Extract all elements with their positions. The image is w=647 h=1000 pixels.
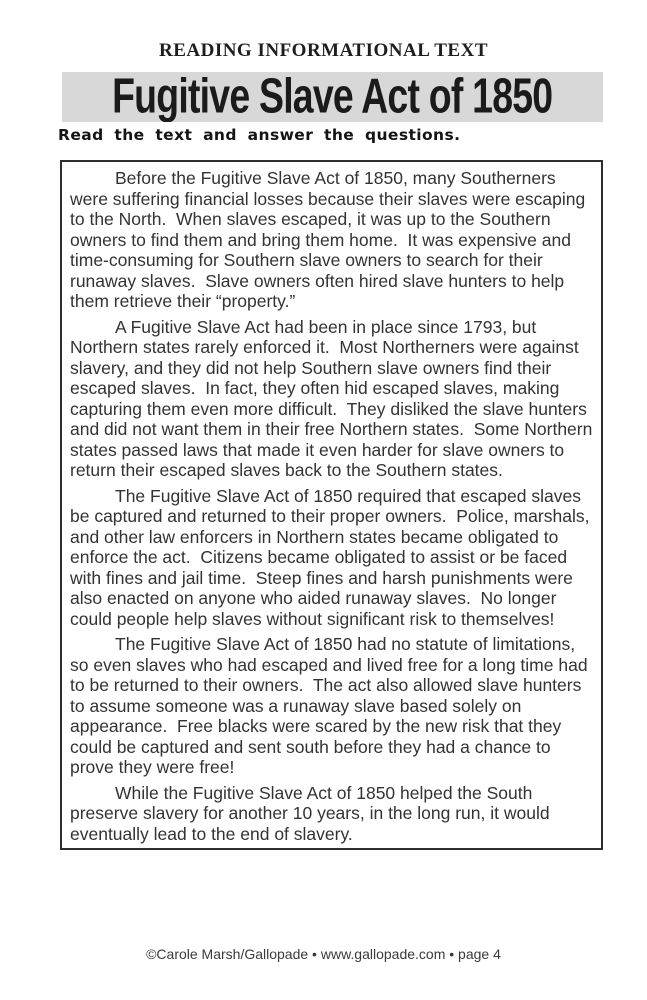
- article-box: [60, 160, 603, 850]
- title-banner: [62, 72, 603, 122]
- article-paragraph: While the Fugitive Slave Act of 1850 helped the South preserve slavery for another 10 years, in the long run, it would eventually lead to the end of slavery.: [70, 782, 555, 844]
- instruction-text: Read the text and answer the questions.: [58, 126, 461, 144]
- series-kicker: READING INFORMATIONAL TEXT: [158, 40, 488, 61]
- page-footer: ©Carole Marsh/Gallopade • www.gallopade.com • page 4: [146, 946, 501, 962]
- article-paragraph: The Fugitive Slave Act of 1850 had no statute of limitations, so even slaves who had escaped and lived free for a long time had to be returned to their owners. The act also allowed slave hunters to assume someone was a runaway slave based solely on appearance. Free blacks were scared by the new risk that they could be captured and sent south before they had a chance to prove they were free!: [70, 634, 593, 777]
- article-paragraph: The Fugitive Slave Act of 1850 required that escaped slaves be captured and returned to their proper owners. Police, marshals, and other law enforcers in Northern states became obligated to enforce the act. Citizens became obligated to assist or be faced with fines and jail time. Steep fines and harsh punishments were also enacted on anyone who aided runaway slaves. No longer could people help slaves without significant risk to themselves!: [70, 485, 595, 629]
- article-paragraph: Before the Fugitive Slave Act of 1850, many Southerners were suffering financial losses because their slaves were escaping to the North. When slaves escaped, it was up to the Southern owners to find them and bring them home. It was expensive and time-consuming for Southern slave owners to search for their runaway slaves. Slave owners often hired slave hunters to help them retrieve their “property.”: [70, 168, 591, 311]
- page-title: Fugitive Slave Act of 1850: [112, 72, 553, 122]
- article-paragraph: A Fugitive Slave Act had been in place since 1793, but Northern states rarely enforced it. Most Northerners were against slavery, and they did not help Southern slave owners find their escaped slaves. In fact, they often hid escaped slaves, making capturing them even more difficult. They disliked the slave hunters and did not want them in their free Northern states. Some Northern states passed laws that made it even harder for slave owners to return their escaped slaves back to the Southern states.: [70, 316, 598, 480]
